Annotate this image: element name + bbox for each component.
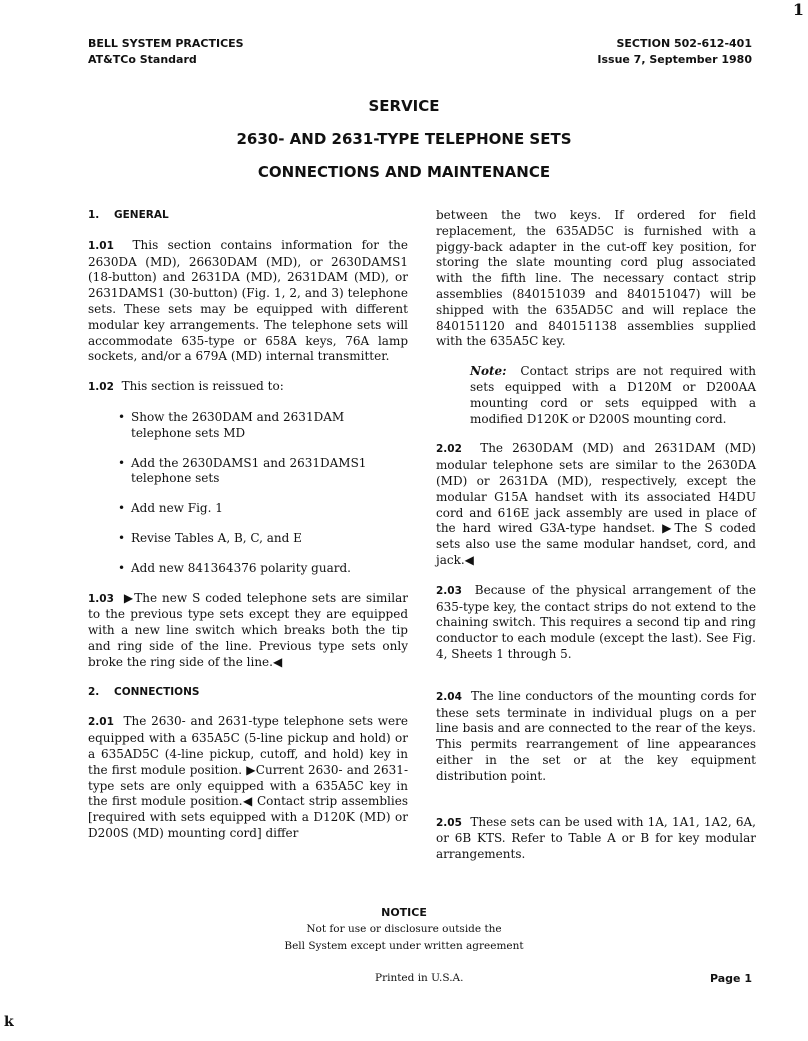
title-sets: 2630- AND 2631-TYPE TELEPHONE SETS bbox=[236, 130, 572, 148]
header-right bbox=[597, 36, 752, 68]
paragraph-number: 2.02 bbox=[436, 443, 462, 456]
paragraph-2-01 bbox=[88, 714, 408, 841]
paragraph-number: 2.01 bbox=[88, 716, 114, 729]
header-practices: BELL SYSTEM PRACTICES bbox=[88, 37, 244, 50]
title-connections: CONNECTIONS AND MAINTENANCE bbox=[257, 163, 551, 181]
note-label: Note: bbox=[470, 364, 507, 379]
paragraph-2-01-continued: between the two keys. If ordered for field replacement, the 635AD5C is furnished with a piggy-back adapter in the cut-off key position, for storing the slate mounting cord plug associated with the fifth line. The necessary contact strip assemblies (840151039 and 840151047) will be shipped with the 635AD5C and will replace the 840151120 and 840151138 assemblies supplied with the 635A5C key. bbox=[436, 208, 756, 349]
list-item: • Add the 2630DAMS1 and 2631DAMS1 telephone sets bbox=[118, 456, 408, 488]
paragraph-2-05 bbox=[436, 815, 756, 863]
paragraph-number: 1.02 bbox=[88, 381, 114, 394]
notice-block bbox=[0, 904, 808, 955]
paragraph-2-03 bbox=[436, 583, 756, 663]
corner-mark: k bbox=[4, 1014, 14, 1030]
paragraph-text: These sets can be used with 1A, 1A1, 1A2, 6A, or 6B KTS. Refer to Table A or B for key modular arrangements. bbox=[436, 814, 756, 862]
paragraph-number: 1.01 bbox=[88, 239, 114, 252]
note-text: Contact strips are not required with sets equipped with a D120M or D200AA mounting cord or sets equipped with a modified D120K or D200S mounting cord. bbox=[470, 364, 756, 426]
paragraph-1-02 bbox=[88, 379, 408, 396]
paragraph-1-03 bbox=[88, 591, 408, 671]
section-number: 2. bbox=[88, 685, 100, 698]
paragraph-1-01 bbox=[88, 238, 408, 365]
page-number: Page 1 bbox=[709, 972, 752, 985]
section-heading-connections bbox=[88, 685, 408, 701]
header-left bbox=[88, 36, 244, 68]
printed-in: Printed in U.S.A. bbox=[375, 972, 464, 984]
paragraph-text: The 2630DAM (MD) and 2631DAM (MD) modular telephone sets are similar to the 2630DA (MD) or 2631DA (MD), respectively, except the modular G15A handset with its associated H4DU cord and 616E jack assembly are used in place of the hard wired G3A-type handset. ▶The S coded sets also use the same modular handset, cord, and jack.◀ bbox=[436, 441, 756, 567]
list-item: • Show the 2630DAM and 2631DAM telephone sets MD bbox=[118, 410, 408, 442]
header-standard: AT&TCo Standard bbox=[88, 53, 197, 66]
paragraph-text: Because of the physical arrangement of the 635-type key, the contact strips do not extend to the chaining switch. This requires a second tip and ring conductor to each module (except the last). See Fig. 4, Sheets 1 through 5. bbox=[436, 582, 756, 661]
list-item: • Add new Fig. 1 bbox=[118, 501, 408, 517]
paragraph-number: 2.04 bbox=[436, 690, 462, 703]
right-column bbox=[436, 208, 756, 877]
paragraph-text: This section is reissued to: bbox=[121, 379, 284, 394]
edge-mark: 1 bbox=[792, 0, 804, 19]
paragraph-text: The 2630- and 2631-type telephone sets were equipped with a 635A5C (5-line pickup and hold) or a 635AD5C (4-line pickup, cutoff, and hold) key in the first module position. ▶Current 2630- and 2631-type sets are only equipped with a 635A5C key in the first module position.◀ Contact strip assemblies [required with sets equipped with a D120K (MD) or D200S (MD) mounting cord] differ bbox=[88, 714, 408, 840]
reissue-list bbox=[88, 410, 408, 577]
list-item: • Revise Tables A, B, C, and E bbox=[118, 531, 408, 547]
paragraph-text: The line conductors of the mounting cords for these sets terminate in individual plugs on a per line basis and are connected to the rear of the keys. This permits rearrangement of line appearances either in the set or at the key equipment distribution point. bbox=[436, 688, 756, 783]
header-section: SECTION 502-612-401 bbox=[616, 37, 752, 50]
note bbox=[470, 364, 756, 427]
paragraph-number: 2.03 bbox=[436, 584, 462, 597]
title-block bbox=[0, 96, 808, 195]
notice-title: NOTICE bbox=[381, 906, 427, 919]
list-item: • Add new 841364376 polarity guard. bbox=[118, 561, 408, 577]
section-heading-general bbox=[88, 208, 408, 224]
paragraph-text: ▶The new S coded telephone sets are similar to the previous type sets except they are equipped with a new line switch which breaks both the tip and ring side of the line. Previous type sets only broke the ring side of the line.◀ bbox=[88, 590, 408, 669]
title-service: SERVICE bbox=[368, 97, 440, 115]
paragraph-2-04 bbox=[436, 689, 756, 785]
section-title: GENERAL bbox=[114, 209, 169, 221]
paragraph-number: 2.05 bbox=[436, 816, 462, 829]
left-column bbox=[88, 208, 408, 856]
paragraph-number: 1.03 bbox=[88, 592, 114, 605]
paragraph-text: This section contains information for the 2630DA (MD), 26630DAM (MD), or 2630DAMS1 (18-button) and 2631DA (MD), 2631DAM (MD), or 2631DAMS1 (30-button) (Fig. 1, 2, and 3) telephone sets. These sets may be equipped with different modular key arrangements. The telephone sets will accommodate 635-type or 658A keys, 76A lamp sockets, and/or a 679A (MD) internal transmitter. bbox=[88, 237, 408, 364]
notice-line: Bell System except under written agreement bbox=[284, 940, 524, 952]
section-title: CONNECTIONS bbox=[114, 685, 200, 698]
section-number: 1. bbox=[88, 209, 100, 221]
paragraph-2-02 bbox=[436, 441, 756, 568]
notice-line: Not for use or disclosure outside the bbox=[306, 923, 502, 935]
header-issue: Issue 7, September 1980 bbox=[597, 53, 752, 66]
